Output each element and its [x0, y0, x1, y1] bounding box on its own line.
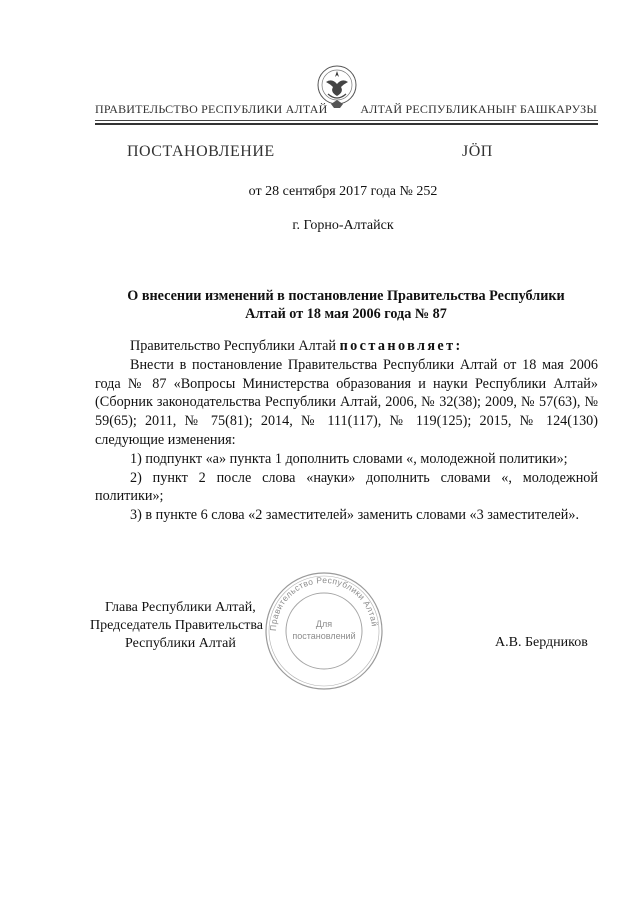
signatory-name: А.В. Бердников [495, 635, 588, 650]
stamp-inner-line-1: Для [315, 619, 333, 629]
amendment-item-3: 3) в пункте 6 слова «2 заместителей» заменить словами «3 заместителей». [130, 507, 580, 524]
intro-verb: постановляет: [339, 338, 463, 354]
header-rule-thin [95, 120, 598, 121]
official-stamp [263, 570, 385, 692]
document-city: г. Горно-Алтайск [292, 218, 394, 233]
doc-type-altai: ЈӦП [462, 143, 493, 160]
intro-paragraph [95, 337, 598, 356]
document-date-number: от 28 сентября 2017 года № 252 [248, 184, 438, 199]
doc-type-russian: ПОСТАНОВЛЕНИЕ [127, 143, 275, 160]
signatory-line-1: Глава Республики Алтай, [105, 600, 256, 615]
signatory-position [90, 599, 290, 653]
document-body [95, 337, 598, 525]
signatory-line-3: Республики Алтай [125, 636, 236, 651]
signatory-line-2: Председатель Правительства [90, 618, 263, 633]
title-line-2: Алтай от 18 мая 2006 года № 87 [245, 306, 447, 322]
body-paragraph-main: Внести в постановление Правительства Республики Алтай от 18 мая 2006 года № 87 «Вопросы Министерства образования и науки Республики Алтай» (Сборник законодательства Республики Алтай, 2006, № 32(38); 2009, № 57(63), № 59(65); 2011, № 75(81); 2014, № 111(117), № 119(125); 2015, № 124(130) следующие изменения: [95, 356, 598, 448]
intro-prefix: Правительство Республики Алтай [130, 338, 337, 354]
amendment-item-2: 2) пункт 2 после слова «науки» дополнить словами «, молодежной политики»; [95, 469, 598, 505]
amendment-item-1: 1) подпункт «а» пункта 1 дополнить словами «, молодежной политики»; [130, 450, 568, 467]
header-rule-thick [95, 123, 598, 125]
document-title [95, 287, 597, 323]
header-org-russian: ПРАВИТЕЛЬСТВО РЕСПУБЛИКИ АЛТАЙ [95, 102, 328, 116]
title-line-1: О внесении изменений в постановление Правительства Республики [127, 288, 565, 304]
header-org-altai: АЛТАЙ РЕСПУБЛИКАНЫҤ БАШКАРУЗЫ [360, 102, 597, 116]
stamp-inner-line-2: постановлений [292, 631, 356, 641]
stamp-outer-text: Правительство Республики Алтай [267, 574, 380, 632]
